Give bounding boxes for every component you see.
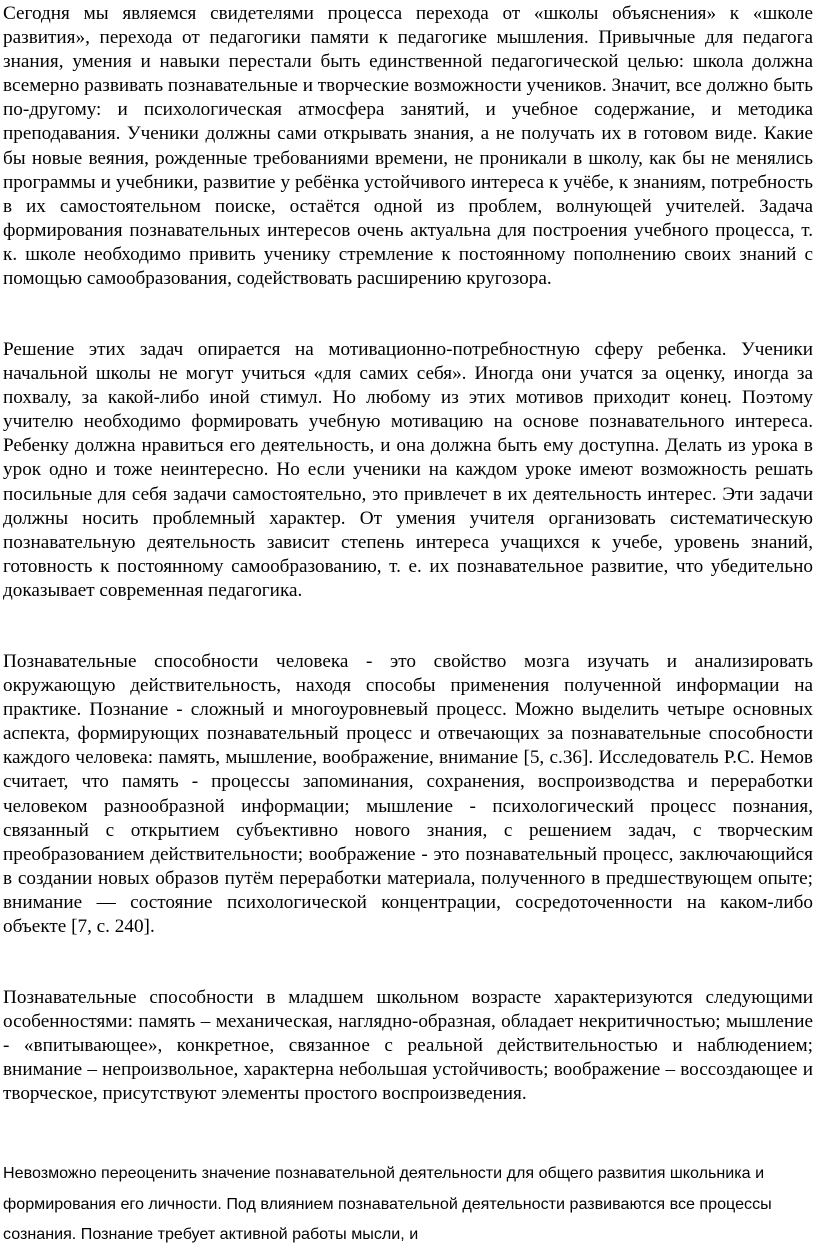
paragraph-cognitive-abilities: Познавательные способности человека - это свойство мозга изучать и анализировать окружающую действительность, находя способы применения полученной информации на практике. Познание - сложный и многоуровневый процесс. Можно выделить четыре основных аспекта, формирующих познавательный процесс и отвечающих за познавательные способности каждого человека: память, мышление, воображение, внимание [5, с.36]. Исследователь Р.С. Немов считает, что память - процессы запоминания, сохранения, воспроизводства и переработки человеком разнообразной информации; мышление - психологический процесс познания, связанный с открытием субъективно нового знания, с решением задач, с творческим преобразованием действительности; воображение - это познавательный процесс, заключающийся в создании новых образов путём переработки материала, полученного в предшествующем опыте; внимание — состояние психологической концентрации, сосредоточенности на каком-либо объекте [7, с. 240]. [3,651,813,938]
paragraph-cognitive-activity-importance: Невозможно переоценить значение познавательной деятельности для общего развития школьника и формирования его личности. Под влиянием познавательной деятельности развиваются все процессы сознания. Познание требует активной работы мысли, и [3,1164,772,1243]
paragraph-motivation: Решение этих задач опирается на мотивационно-потребностную сферу ребенка. Ученики начальной школы не могут учиться «для самих себя». Иногда они учатся за оценку, иногда за похвалу, за какой-либо иной стимул. Но любому из этих мотивов приходит конец. Поэтому учителю необходимо формировать учебную мотивацию на основе познавательного интереса. Ребенку должна нравиться его деятельность, и она должна быть ему доступна. Делать из урока в урок одно и тоже неинтересно. Но если ученики на каждом уроке имеют возможность решать посильные для себя задачи самостоятельно, это привлечет в их деятельность интерес. Эти задачи должны носить проблемный характер. От умения учителя организовать систематическую познавательную деятельность зависит степень интереса учащихся к учебе, уровень знаний, готовность к постоянному самообразованию, т. е. их познавательное развитие, что убедительно доказывает современная педагогика. [3,339,813,601]
paragraph-primary-school-age: Познавательные способности в младшем школьном возрасте характеризуются следующими особенностями: память – механическая, наглядно-образная, обладает некритичностью; мышление - «впитывающее», конкретное, связанное с реальной действительностью и наблюдением; внимание – непроизвольное, характерна небольшая устойчивость; воображение – воссоздающее и творческое, присутствуют элементы простого воспроизведения. [3,987,813,1105]
paragraph-school-development: Сегодня мы являемся свидетелями процесса перехода от «школы объяснения» к «школе развития», перехода от педагогики памяти к педагогике мышления. Привычные для педагога знания, умения и навыки перестали быть единственной педагогической целью: школа должна всемерно развивать познавательные и творческие возможности учеников. Значит, все должно быть по-другому: и психологическая атмосфера занятий, и учебное содержание, и методика преподавания. Ученики должны сами открывать знания, а не получать их в готовом виде. Какие бы новые веяния, рожденные требованиями времени, не проникали в школу, как бы не менялись программы и учебники, развитие у ребёнка устойчивого интереса к учёбе, к знаниям, потребность в их самостоятельном поиске, остаётся одной из проблем, волнующей учителей. Задача формирования познавательных интересов очень актуальна для построения учебного процесса, т. к. школе необходимо привить ученику стремление к постоянному пополнению своих знаний с помощью самообразования, содействовать расширению кругозора. [3,3,813,290]
